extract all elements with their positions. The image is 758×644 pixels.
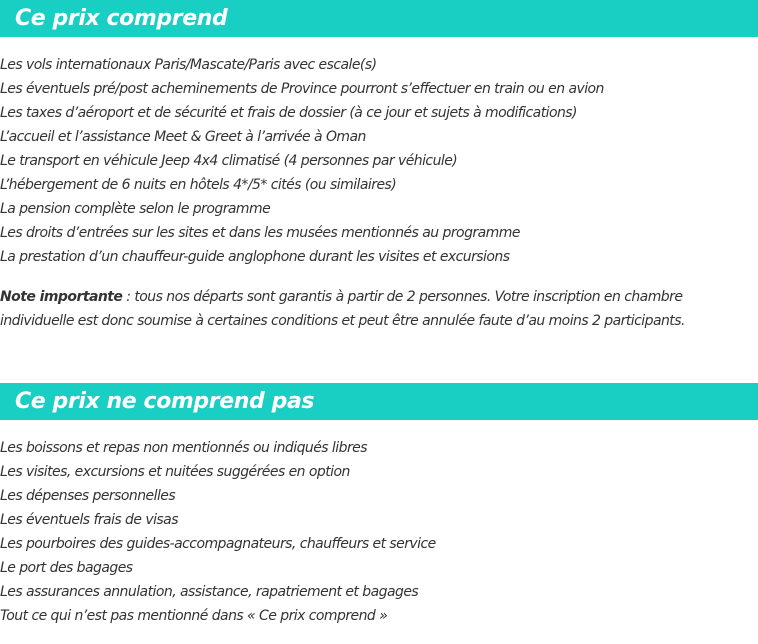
list-item: Tout ce qui n’est pas mentionné dans « Ce prix comprend » xyxy=(0,608,388,624)
included-list xyxy=(0,53,758,269)
list-item: Les boissons et repas non mentionnés ou indiqués libres xyxy=(0,440,367,456)
excluded-section-title: Ce prix ne comprend pas xyxy=(0,383,758,420)
list-item: La pension complète selon le programme xyxy=(0,201,271,217)
list-item: Les pourboires des guides-accompagnateurs, chauffeurs et service xyxy=(0,536,436,552)
list-item: L’hébergement de 6 nuits en hôtels 4*/5* cités (ou similaires) xyxy=(0,177,397,193)
list-item: Les éventuels frais de visas xyxy=(0,512,178,528)
list-item: Les vols internationaux Paris/Mascate/Paris avec escale(s) xyxy=(0,57,377,73)
important-note xyxy=(0,285,758,333)
list-item: Le port des bagages xyxy=(0,560,133,576)
list-item: L’accueil et l’assistance Meet & Greet à l’arrivée à Oman xyxy=(0,129,366,145)
note-label: Note importante xyxy=(0,289,123,305)
list-item: Le transport en véhicule Jeep 4x4 climatisé (4 personnes par véhicule) xyxy=(0,153,458,169)
list-item: Les droits d’entrées sur les sites et dans les musées mentionnés au programme xyxy=(0,225,520,241)
list-item: Les dépenses personnelles xyxy=(0,488,176,504)
included-section-title: Ce prix comprend xyxy=(0,0,758,37)
note-text: : tous nos départs sont garantis à partir de 2 personnes. Votre inscription en chambre individuelle est donc soumise à certaines conditions et peut être annulée faute d’au moins 2 participants. xyxy=(0,289,685,329)
excluded-list xyxy=(0,436,758,628)
list-item: Les éventuels pré/post acheminements de Province pourront s’effectuer en train ou en avion xyxy=(0,81,604,97)
list-item: La prestation d’un chauffeur-guide anglophone durant les visites et excursions xyxy=(0,249,510,265)
list-item: Les assurances annulation, assistance, rapatriement et bagages xyxy=(0,584,419,600)
list-item: Les visites, excursions et nuitées suggérées en option xyxy=(0,464,350,480)
list-item: Les taxes d’aéroport et de sécurité et frais de dossier (à ce jour et sujets à modifications) xyxy=(0,105,577,121)
